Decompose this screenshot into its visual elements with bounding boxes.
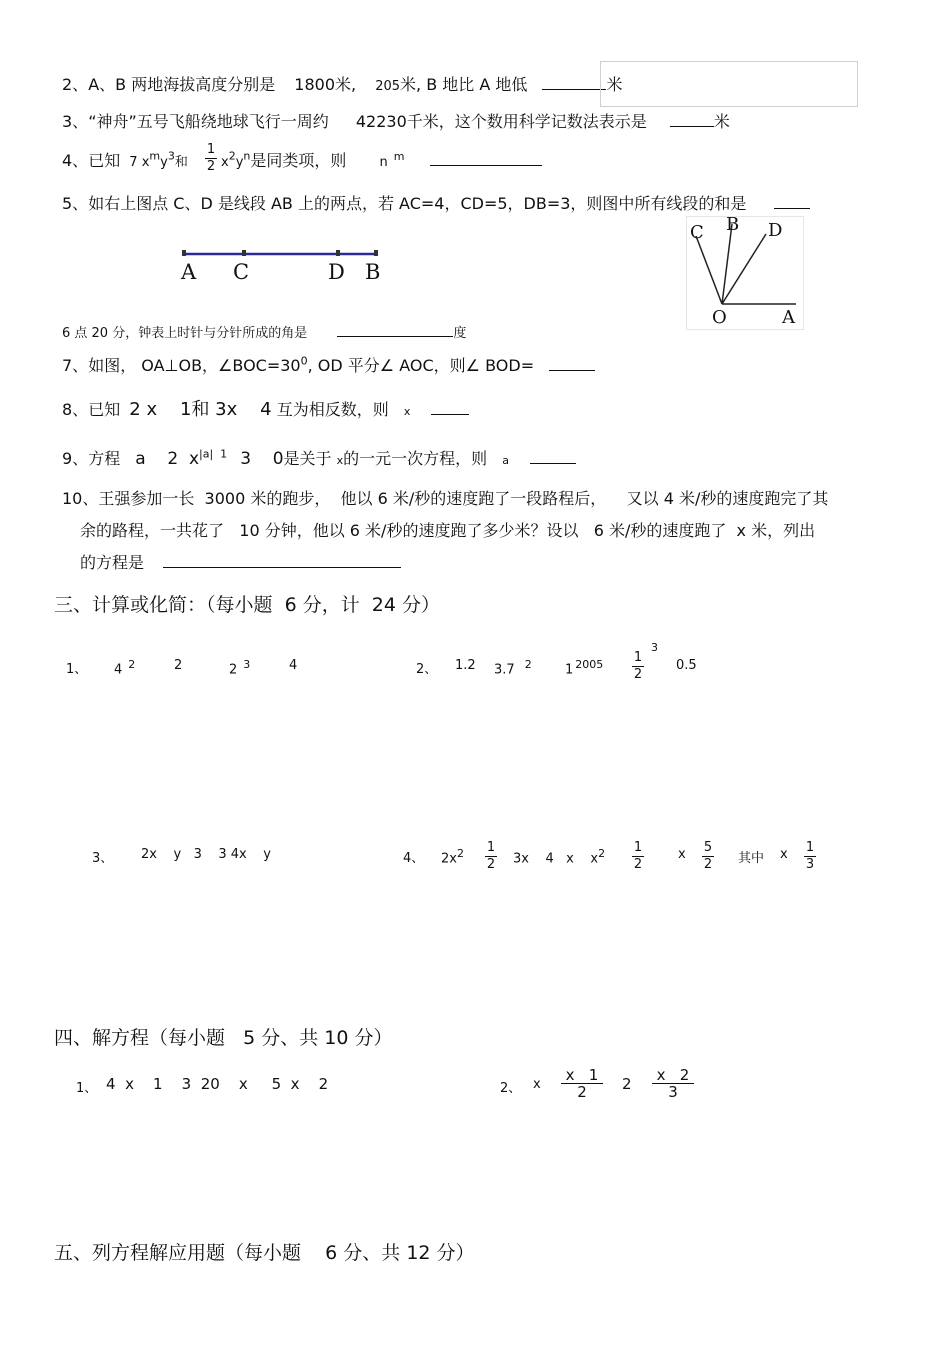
- question-7: 7、如图， OA⊥OB，$\angle BOC=30^0$, OD 平分∠ AOC，则∠ BOD=: [62, 353, 595, 376]
- calc-2-fraction-exponent: 3: [651, 641, 658, 654]
- calc-3-expression: 2x y 3 3 4x y: [141, 847, 271, 862]
- ray-od: [722, 234, 766, 304]
- calc-4-term-b: 3x 4 x $x^2$: [513, 847, 606, 867]
- label-c: C: [233, 260, 250, 284]
- question-3: 3、“神舟”五号飞船绕地球飞行一周约 42230千米，这个数用科学记数法表示是 米: [62, 112, 730, 131]
- question-10-line-3: 的方程是: [80, 550, 401, 573]
- calc-4-number: 4、: [403, 851, 425, 866]
- answer-blank[interactable]: [670, 125, 714, 127]
- section-4-title: 四、解方程（每小题 5 分、共 10 分）: [54, 1027, 393, 1049]
- tick-c: [242, 250, 246, 256]
- section-3-title: 三、计算或化简：（每小题 6 分，计 24 分）: [54, 594, 441, 616]
- calc-4-fraction-2: 1 2: [633, 840, 643, 872]
- answer-blank[interactable]: [774, 207, 810, 209]
- calc-2-term-b: 3.7 $^2$: [494, 658, 532, 678]
- calc-2-number: 2、: [416, 662, 438, 677]
- calc-4-fraction-3: 5 2: [703, 840, 713, 872]
- calc-2-term-d: 0.5: [676, 658, 697, 673]
- calc-1-term-d: 4: [289, 658, 298, 673]
- answer-blank[interactable]: [431, 413, 469, 415]
- calc-4-fraction-1: 1 2: [486, 840, 496, 872]
- question-6: 6 点 20 分，钟表上时针与分针所成的角是 度: [62, 326, 467, 341]
- question-9: 9、方程 a 2 $x^{|a| 1}$ 3 0是关于 x的一元一次方程，则 a: [62, 446, 576, 469]
- stray-box-frame: [600, 61, 858, 107]
- segment-figure: [180, 244, 386, 290]
- answer-blank[interactable]: [530, 462, 576, 464]
- answer-blank[interactable]: [549, 369, 595, 371]
- equation-1-expression: 4 x 1 3 20 x 5 x 2: [106, 1075, 329, 1093]
- answer-blank[interactable]: [163, 566, 401, 568]
- calc-1-term-b: 2: [174, 658, 183, 673]
- question-8: 8、已知 2 x 1和 3x 4 互为相反数，则 x: [62, 395, 469, 421]
- label-b: B: [365, 260, 381, 284]
- equation-1-number: 1、: [76, 1081, 98, 1096]
- answer-blank[interactable]: [542, 88, 606, 90]
- question-2: 2、A、B 两地海拔高度分别是 1800米, 205米, B 地比 A 地低 米: [62, 75, 623, 94]
- calc-1-term-a: 4 $^2$: [114, 658, 136, 678]
- answer-blank[interactable]: [337, 335, 453, 337]
- tick-d: [336, 250, 340, 256]
- calc-4-fraction-4: 1 3: [805, 840, 815, 872]
- calc-4-term-c: x: [678, 847, 686, 862]
- calc-2-term-c: 1 $^{2005}$: [565, 658, 604, 678]
- label-a: A: [181, 260, 197, 284]
- equation-2-term-a: x: [533, 1077, 541, 1092]
- question-10-line-1: 10、王强参加一长 3000 米的跑步， 他以 6 米/秒的速度跑了一段路程后， 又以 4 米/秒的速度跑完了其: [62, 489, 829, 508]
- equation-2-fraction-1: x 1 2: [561, 1067, 603, 1100]
- equation-2-number: 2、: [500, 1081, 522, 1096]
- label-angle-d: D: [768, 220, 783, 241]
- question-5: 5、如右上图点 C、D 是线段 AB 上的两点，若 AC=4，CD=5，DB=3，则图中所有线段的和是: [62, 191, 810, 214]
- calc-1-term-c: 2 $^3$: [229, 658, 251, 678]
- question-10-line-2: 余的路程，一共花了 10 分钟，他以 6 米/秒的速度跑了多少米？设以 6 米/秒的速度跑了 x 米，列出: [80, 521, 816, 540]
- label-angle-c: C: [690, 222, 704, 243]
- section-5-title: 五、列方程解应用题（每小题 6 分、共 12 分）: [54, 1242, 475, 1264]
- answer-blank[interactable]: [430, 164, 542, 166]
- equation-2-fraction-2: x 2 3: [652, 1067, 694, 1100]
- ray-oc: [696, 236, 722, 304]
- label-angle-o: O: [712, 307, 727, 328]
- calc-2-term-a: 1.2: [455, 658, 476, 673]
- label-d: D: [328, 260, 345, 284]
- calc-4-term-a: $2x^2$: [441, 847, 464, 867]
- tick-a: [182, 250, 186, 256]
- calc-4-condition-label: 其中: [738, 851, 765, 866]
- calc-1-number: 1、: [66, 662, 88, 677]
- tick-b: [374, 250, 378, 256]
- fraction-half: 1 2: [206, 142, 216, 174]
- label-angle-a: A: [782, 307, 795, 328]
- calc-2-fraction: 1 2: [633, 650, 643, 682]
- ray-ob: [722, 224, 732, 304]
- question-4: 4、已知 7 $x^my^3$和: [62, 149, 188, 170]
- question-4-cont: $x^2y^n$是同类项，则 n $^m$: [221, 148, 542, 171]
- calc-3-number: 3、: [92, 851, 114, 866]
- equation-2-term-b: 2: [622, 1075, 632, 1093]
- label-angle-b: B: [726, 214, 740, 235]
- calc-4-condition-var: x: [780, 847, 788, 862]
